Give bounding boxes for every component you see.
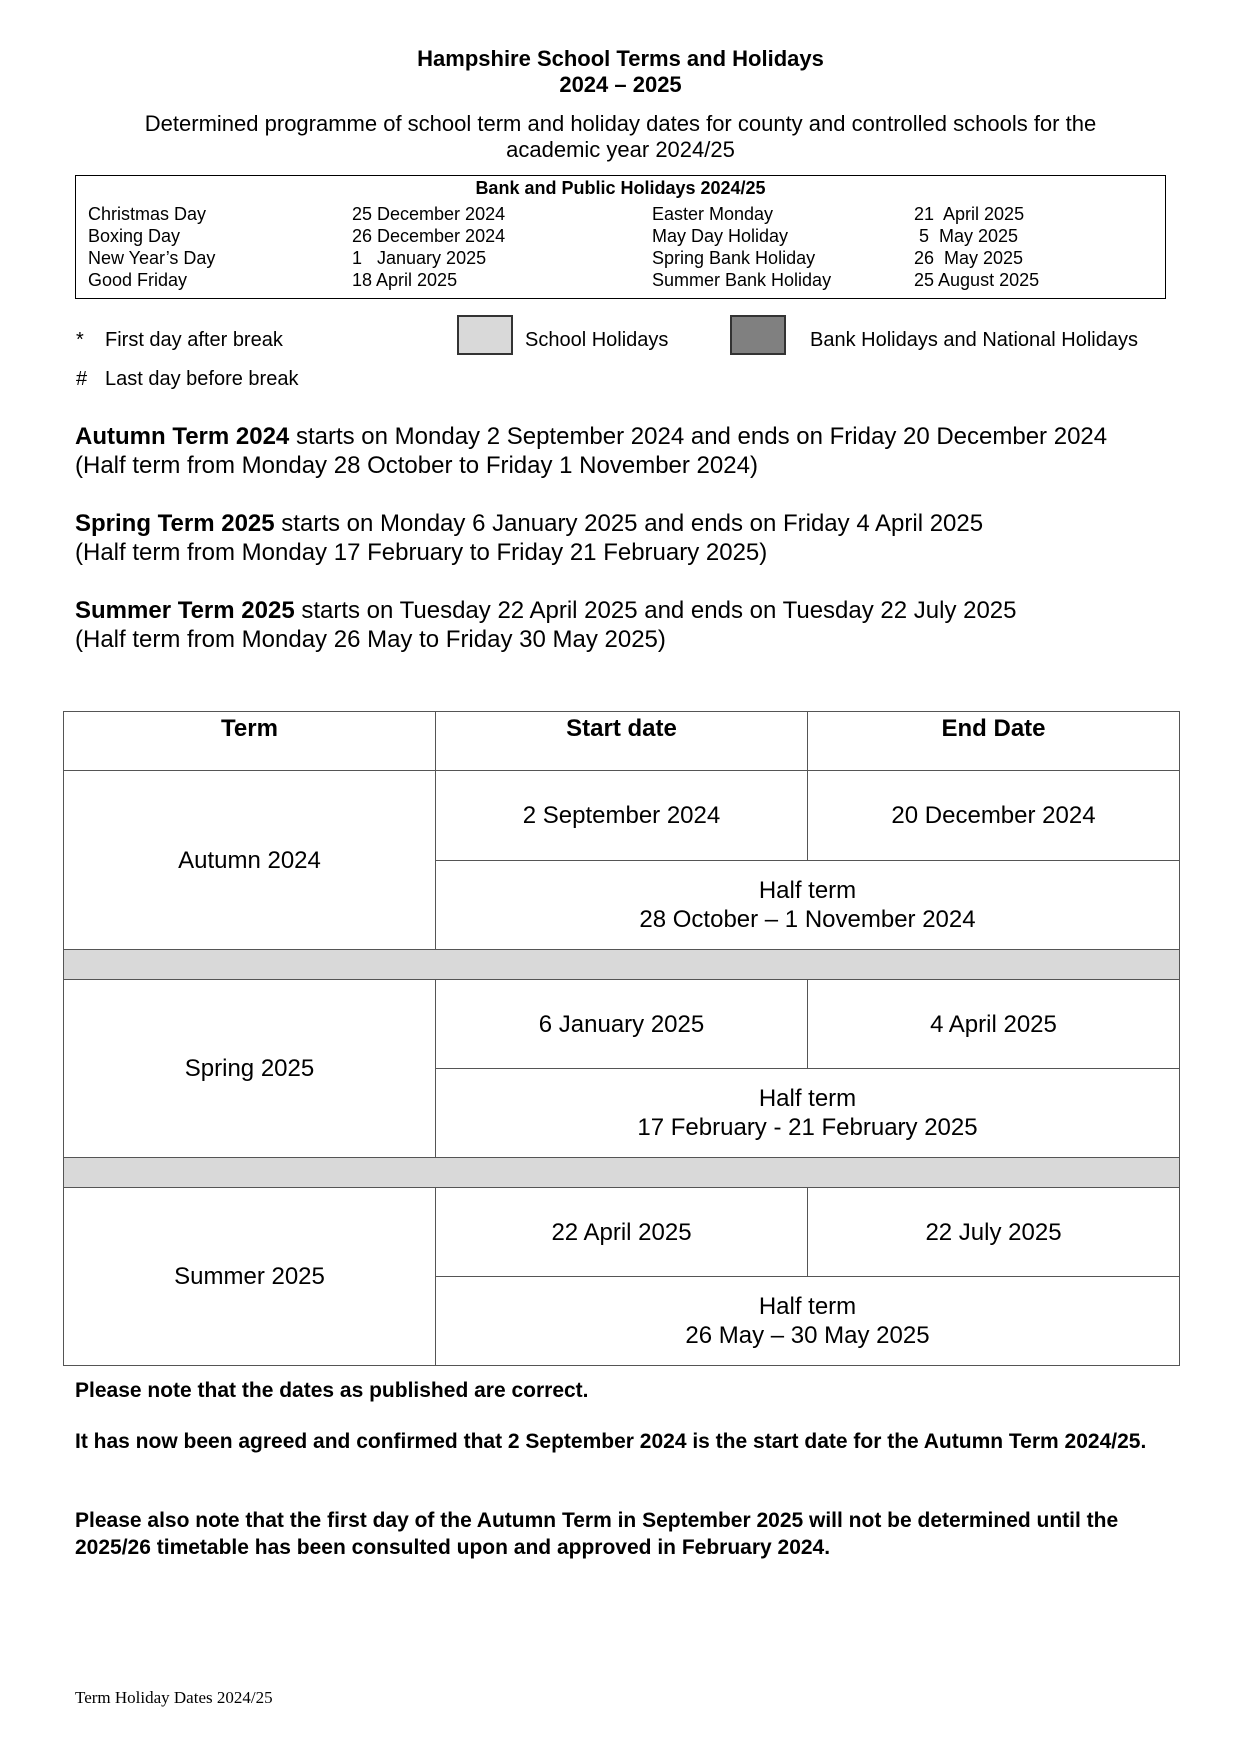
autumn-term-summary [75, 422, 1107, 451]
half-term-label: Half term [758, 1085, 857, 1112]
bank-holiday-name: Boxing Day [88, 226, 181, 246]
page-footer: Term Holiday Dates 2024/25 [75, 1688, 273, 1707]
term-name: Spring Term 2025 [75, 510, 275, 537]
start-date-cell: 22 April 2025 [436, 1188, 808, 1277]
end-date-cell: 4 April 2025 [808, 980, 1180, 1069]
spring-half-term-note: (Half term from Monday 17 February to Friday 21 February 2025) [75, 539, 768, 566]
half-term-dates: 26 May – 30 May 2025 [685, 1322, 930, 1349]
school-holidays-swatch [457, 315, 513, 355]
legend-first-day-label: First day after break [105, 329, 283, 351]
bank-holiday-name: New Year’s Day [88, 248, 216, 268]
school-holiday-gap-row [64, 950, 1180, 980]
bank-holiday-date: 21 April 2025 [914, 204, 1025, 224]
bank-holidays-box [75, 175, 1166, 299]
school-holiday-gap [64, 950, 1180, 980]
page-title: Hampshire School Terms and Holidays [417, 46, 824, 71]
bank-holiday-date: 26 December 2024 [352, 226, 506, 246]
half-term-label: Half term [758, 877, 857, 904]
bank-holidays-title: Bank and Public Holidays 2024/25 [475, 178, 766, 198]
bank-holiday-date: 1 January 2025 [352, 248, 487, 268]
term-dates-text: starts on Tuesday 22 April 2025 and ends on Tuesday 22 July 2025 [294, 597, 1017, 624]
start-date-cell: 2 September 2024 [436, 771, 808, 861]
note-autumn-start-confirmed: It has now been agreed and confirmed that 2 September 2024 is the start date for the Autumn Term 2024/25. [75, 1430, 1147, 1453]
note-autumn-2025-undetermined: Please also note that the first day of the Autumn Term in September 2025 will not be determined until the 2025/26 timetable has been consulted upon and approved in February 2024. [75, 1509, 1119, 1559]
legend-bank-holidays-label: Bank Holidays and National Holidays [810, 329, 1138, 351]
autumn-half-term-note: (Half term from Monday 28 October to Friday 1 November 2024) [75, 452, 758, 479]
table-row [64, 1188, 1180, 1277]
summer-term-summary [75, 596, 1017, 625]
half-term-cell [436, 861, 1180, 950]
bank-holiday-name: Easter Monday [652, 204, 774, 224]
bank-holiday-date: 25 August 2025 [914, 270, 1040, 290]
bank-holiday-name: Christmas Day [88, 204, 207, 224]
intro-text-line1: Determined programme of school term and holiday dates for county and controlled schools for the [144, 111, 1097, 136]
table-row [64, 980, 1180, 1069]
term-name: Summer Term 2025 [75, 597, 295, 624]
column-header-term: Term [64, 712, 436, 771]
half-term-dates: 28 October – 1 November 2024 [639, 906, 976, 933]
start-date-cell: 6 January 2025 [436, 980, 808, 1069]
half-term-dates: 17 February - 21 February 2025 [637, 1114, 978, 1141]
term-dates-text: starts on Monday 6 January 2025 and ends on Friday 4 April 2025 [274, 510, 984, 537]
page-subtitle-year: 2024 – 2025 [559, 72, 682, 97]
legend-hash-symbol: # [76, 368, 88, 390]
legend-school-holidays-label: School Holidays [525, 329, 669, 351]
term-dates-text: starts on Monday 2 September 2024 and ends on Friday 20 December 2024 [289, 423, 1108, 450]
bank-holiday-date: 25 December 2024 [352, 204, 506, 224]
end-date-cell: 20 December 2024 [808, 771, 1180, 861]
bank-holidays-swatch [730, 315, 786, 355]
legend-last-day-label: Last day before break [105, 368, 299, 390]
half-term-cell [436, 1069, 1180, 1158]
bank-holiday-name: Summer Bank Holiday [652, 270, 832, 290]
half-term-cell [436, 1277, 1180, 1366]
term-name-cell: Autumn 2024 [64, 771, 436, 950]
school-holiday-gap-row [64, 1158, 1180, 1188]
term-name-cell: Summer 2025 [64, 1188, 436, 1366]
term-name-cell: Spring 2025 [64, 980, 436, 1158]
end-date-cell: 22 July 2025 [808, 1188, 1180, 1277]
bank-holiday-date: 26 May 2025 [914, 248, 1024, 268]
table-row [64, 771, 1180, 861]
summer-half-term-note: (Half term from Monday 26 May to Friday 30 May 2025) [75, 626, 666, 653]
half-term-label: Half term [758, 1293, 857, 1320]
column-header-end-date: End Date [808, 712, 1180, 771]
school-holiday-gap [64, 1158, 1180, 1188]
term-name: Autumn Term 2024 [75, 423, 290, 450]
legend-asterisk-symbol: * [76, 329, 84, 351]
bank-holiday-name: Spring Bank Holiday [652, 248, 816, 268]
table-header-row [64, 712, 1180, 771]
term-dates-table [63, 711, 1180, 1366]
bank-holiday-name: Good Friday [88, 270, 188, 290]
spring-term-summary [75, 509, 983, 538]
bank-holiday-date: 5 May 2025 [914, 226, 1019, 246]
intro-text-line2: academic year 2024/25 [506, 137, 735, 162]
note-dates-correct: Please note that the dates as published are correct. [75, 1379, 589, 1402]
column-header-start-date: Start date [436, 712, 808, 771]
bank-holiday-date: 18 April 2025 [352, 270, 458, 290]
bank-holiday-name: May Day Holiday [652, 226, 789, 246]
